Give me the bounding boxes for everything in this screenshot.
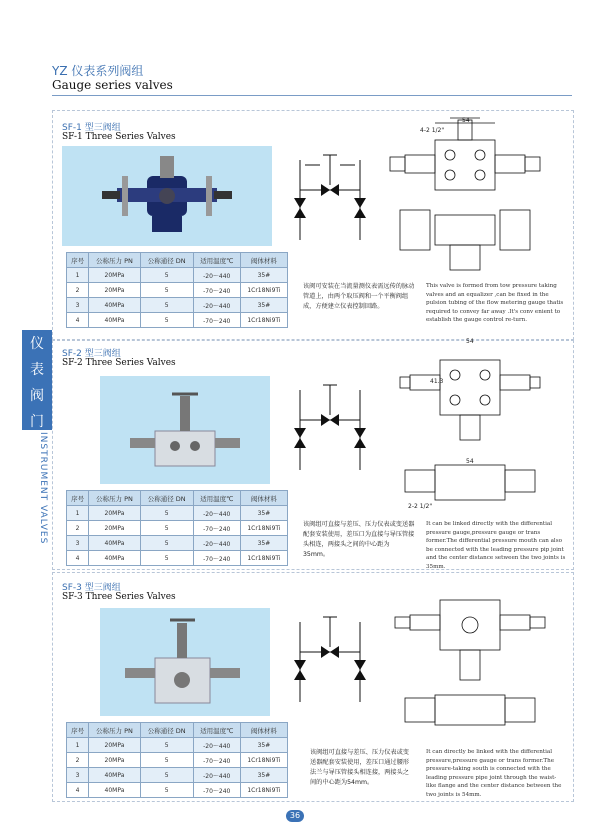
col-pn: 公称压力 PN xyxy=(89,491,141,506)
table-row: 4 40MPa 5 -70～240 1Cr18Ni9Ti xyxy=(67,313,288,328)
table-row: 2 20MPa 5 -70～240 1Cr18Ni9Ti xyxy=(67,753,288,768)
dim-width-bottom: 54 xyxy=(466,458,474,465)
description-zh: 该阀组可直接与差压、压力仪表或变送器配套安装使用，差压口通过腰形法兰与导压管接头相连接，两接头之间的中心距为54mm。 xyxy=(310,749,409,786)
col-no: 序号 xyxy=(67,723,89,738)
section-title-zh: SF-2 型三阀组 xyxy=(62,349,121,359)
dim-width: 54 xyxy=(462,117,470,124)
col-no: 序号 xyxy=(67,491,89,506)
technical-drawing-sf3 xyxy=(395,580,560,740)
col-temp: 适用温度℃ xyxy=(193,491,240,506)
col-no: 序号 xyxy=(67,253,89,268)
product-photo-sf3 xyxy=(100,608,270,716)
category-char-3: 阀 xyxy=(30,388,44,404)
valve-photo-illustration xyxy=(100,376,270,484)
table-row: 2 20MPa 5 -70～240 1Cr18Ni9Ti xyxy=(67,521,288,536)
col-dn: 公称通径 DN xyxy=(140,723,193,738)
col-material: 阀体材料 xyxy=(240,723,287,738)
dim-width-top: 54 xyxy=(466,338,474,345)
valve-photo-illustration xyxy=(100,608,270,716)
table-row: 4 40MPa 5 -70～240 1Cr18Ni9Ti xyxy=(67,783,288,798)
description-en: This valve is formed from tow pressure taking valves and an equalizer ,can be fixed in the pulsion tubing of the flow metering gauge thatis required to convey far away .It's conv enient to establish the gauge control re-turn. xyxy=(426,283,564,323)
page-number: 36 xyxy=(286,810,304,822)
section-title-en: SF-1 Three Series Valves xyxy=(62,132,176,142)
description-zh: 该阀组可直接与差压、压力仪表或变送器配套安装使用，差压口为直接与导压管接头相连，两接头之间的中心距为35mm。 xyxy=(303,521,415,558)
dim-height: 41.3 xyxy=(430,378,444,385)
valve-schematic-sf2 xyxy=(285,380,375,480)
catalog-title-en: Gauge series valves xyxy=(52,78,173,92)
section-title-zh: SF-3 型三阀组 xyxy=(62,583,121,593)
section-title-en: SF-3 Three Series Valves xyxy=(62,592,176,602)
table-row: 1 20MPa 5 -20～440 35# xyxy=(67,738,288,753)
col-dn: 公称通径 DN xyxy=(140,491,193,506)
description-zh: 该阀可安装在当流量测仪表需远传的脉动管道上，由两个取压阀和一个平衡阀组成，方便建立仪表控制回路。 xyxy=(303,283,415,310)
col-temp: 适用温度℃ xyxy=(193,723,240,738)
category-char-2: 表 xyxy=(30,362,44,378)
col-material: 阀体材料 xyxy=(240,253,287,268)
col-material: 阀体材料 xyxy=(240,491,287,506)
technical-drawing-sf1 xyxy=(390,115,560,275)
catalog-title-zh: YZ 仪表系列阀组 xyxy=(52,64,144,78)
description-en: It can be linked directly with the differential pressure gauge,pressure gauge or trans former.The differential pressure mouth can also be connected with the leading pressure pip joint and the center distance setween the two joints is 35mm. xyxy=(426,521,566,570)
table-row: 4 40MPa 5 -70～240 1Cr18Ni9Ti xyxy=(67,551,288,566)
category-label-en: INSTRUMENT VALVES xyxy=(38,432,48,545)
col-temp: 适用温度℃ xyxy=(193,253,240,268)
technical-drawing-sf2 xyxy=(400,345,560,515)
table-row: 2 20MPa 5 -70～240 1Cr18Ni9Ti xyxy=(67,283,288,298)
col-pn: 公称压力 PN xyxy=(89,253,141,268)
col-dn: 公称通径 DN xyxy=(140,253,193,268)
table-row: 3 40MPa 5 -20～440 35# xyxy=(67,536,288,551)
table-row: 1 20MPa 5 -20～440 35# xyxy=(67,506,288,521)
valve-schematic-sf3 xyxy=(285,612,375,712)
category-char-1: 仪 xyxy=(30,336,44,352)
dim-thread: 2-2 1/2" xyxy=(408,503,433,510)
dim-thread: 4-2 1/2" xyxy=(420,127,445,134)
product-photo-sf2 xyxy=(100,376,270,484)
category-tab xyxy=(22,330,52,430)
section-title-en: SF-2 Three Series Valves xyxy=(62,358,176,368)
header-rule xyxy=(52,95,572,96)
table-row: 3 40MPa 5 -20～440 35# xyxy=(67,298,288,313)
valve-schematic-sf1 xyxy=(285,150,375,250)
product-photo-sf1 xyxy=(62,146,272,246)
category-char-4: 门 xyxy=(30,414,44,430)
description-en: It can directly be linked with the differential pressure,pressure gauge or trans former.The pressure-taking south is connected with the leading pressure pipe joint through the waist-like flange and the center distance between the two joints is 54mm. xyxy=(426,749,562,798)
valve-photo-illustration xyxy=(62,146,272,246)
table-row: 3 40MPa 5 -20～440 35# xyxy=(67,768,288,783)
col-pn: 公称压力 PN xyxy=(89,723,141,738)
table-row: 1 20MPa 5 -20～440 35# xyxy=(67,268,288,283)
section-title-zh: SF-1 型三阀组 xyxy=(62,123,121,133)
